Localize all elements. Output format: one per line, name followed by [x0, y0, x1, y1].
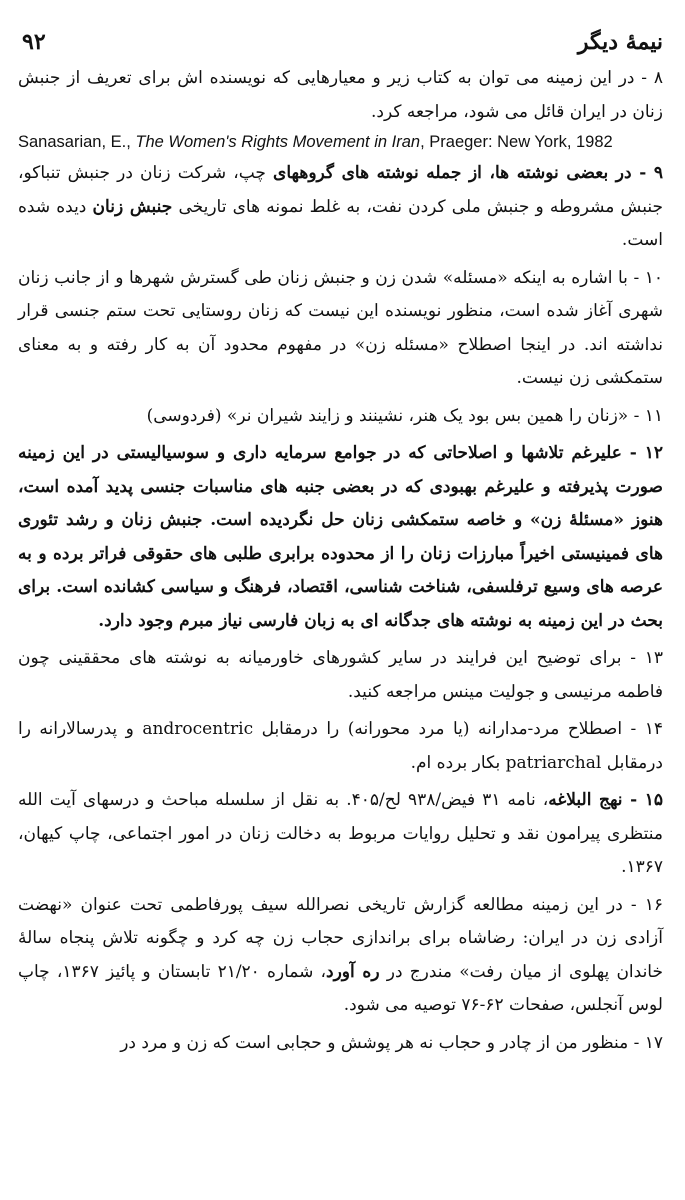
footnote-11-text: ۱۱ - «زنان را همین بس بود یک هنر، نشینند و زایند شیران نر» (فردوسی) [146, 405, 663, 426]
footnote-14-latin-1: androcentric [142, 719, 254, 739]
running-title: نیمهٔ دیگر [577, 29, 663, 55]
footnote-9-lead: ۹ - در بعضی نوشته ها، از جمله نوشته های گروههای [273, 163, 663, 183]
footnote-16-a: ۱۶ - در این زمینه مطالعه گزارش تاریخی نصرالله سیف پورفاطمی تحت عنوان «نهضت آزادی زن در ایران: رضاشاه برای براندازی حجاب زن چه کرد و چگونه تلاش پنجاه سالهٔ خاندان پهلوی از میان رفت» مندرج در [18, 894, 663, 982]
footnotes-body [18, 62, 663, 1064]
page-header [22, 24, 663, 60]
footnote-16-b: ، شماره ۲۱/۲۰ تابستان و پائیز ۱۳۶۷، چاپ لوس آنجلس، صفحات ۶۲-۷۶ توصیه می شود. [18, 961, 663, 1015]
footnote-9-mid: چپ، شرکت زنان در جنبش تنباکو، جنبش مشروطه و جنبش ملی کردن نفت، به غلط نمونه های تاریخی [18, 163, 663, 217]
footnote-9-bold-end: جنبش زنان [92, 196, 173, 217]
footnote-8-text: ۸ - در این زمینه می توان به کتاب زیر و معیارهایی که نویسنده اش برای تعریف از جنبش زنان در ایران قائل می شود، مراجعه کرد. [18, 68, 663, 122]
footnote-10 [18, 262, 663, 396]
footnote-15-rest: ، نامه ۳۱ فیض/۹۳۸ لح/۴۰۵. به نقل از سلسله مباحث و درسهای آیت الله منتظری پیرامون نقد و تحلیل روایات مربوط به دخالت زنان در امور اجتماعی، چاپ کیهان، ۱۳۶۷. [18, 790, 663, 877]
page-number: ۹۲ [22, 29, 46, 55]
footnote-9 [18, 157, 663, 258]
footnote-12 [18, 437, 663, 638]
footnote-14-c: بکار برده ام. [410, 752, 506, 773]
footnote-8-citation [18, 131, 663, 153]
footnote-11 [18, 400, 663, 434]
footnote-15 [18, 784, 663, 885]
citation-publisher: , Praeger: New York, 1982 [420, 133, 613, 151]
footnote-16-bold: ره آورد [326, 961, 380, 982]
citation-author: Sanasarian, E., [18, 133, 136, 151]
citation-title: The Women's Rights Movement in Iran [135, 133, 421, 151]
footnote-9-tail: دیده شده است. [18, 196, 663, 250]
footnote-15-bold: ۱۵ - نهج البلاغه [548, 790, 663, 810]
footnote-14 [18, 713, 663, 780]
footnote-14-b: و پدرسالارانه را درمقابل [18, 719, 663, 773]
footnote-17 [18, 1027, 663, 1061]
footnote-17-text: ۱۷ - منظور من از چادر و حجاب نه هر پوشش و حجابی است که زن و مرد در [120, 1032, 663, 1053]
footnote-14-latin-2: patriarchal [505, 752, 602, 773]
footnote-16 [18, 889, 663, 1023]
footnote-13-text: ۱۳ - برای توضیح این فرایند در سایر کشورهای خاورمیانه به نوشته های محققینی چون فاطمه مرنیسی و جولیت مینس مراجعه کنید. [18, 648, 663, 702]
footnote-10-text: ۱۰ - با اشاره به اینکه «مسئله» شدن زن و جنبش زنان طی گسترش شهرها و از جانب زنان شهری آغاز شده است، منظور نویسنده این نیست که زنان روستایی تحت ستم جنسی قرار نداشته اند. در اینجا اصطلاح «مسئله زن» در مفهوم محدود آن به کار رفته و به معنای ستمکشی زن نیست. [18, 267, 663, 388]
footnote-12-text: ۱۲ - علیرغم تلاشها و اصلاحاتی که در جوامع سرمایه داری و سوسیالیستی در این زمینه صورت پذیرفته و علیرغم بهبودی که در بعضی جنبه های مناسبات جنسی پدید آمده است، هنوز «مسئلهٔ زن» و خاصه ستمکشی زنان حل نگردیده است. جنبش زنان و رشد تئوری های فمینیستی اخیراً مبارزات زنان را از محدوده برابری طلبی های حقوقی فراتر برده و به عرصه های وسیع ترفلسفی، شناخت شناسی، اقتصاد، فرهنگ و سیاسی کشانده است. برای بحث در این زمینه به نوشته های جدگانه ای به زبان فارسی نیاز مبرم وجود دارد. [18, 443, 663, 631]
footnote-14-a: ۱۴ - اصطلاح مرد-مدارانه (یا مرد محورانه) را درمقابل [253, 719, 663, 739]
footnote-13 [18, 642, 663, 709]
footnote-8 [18, 62, 663, 129]
